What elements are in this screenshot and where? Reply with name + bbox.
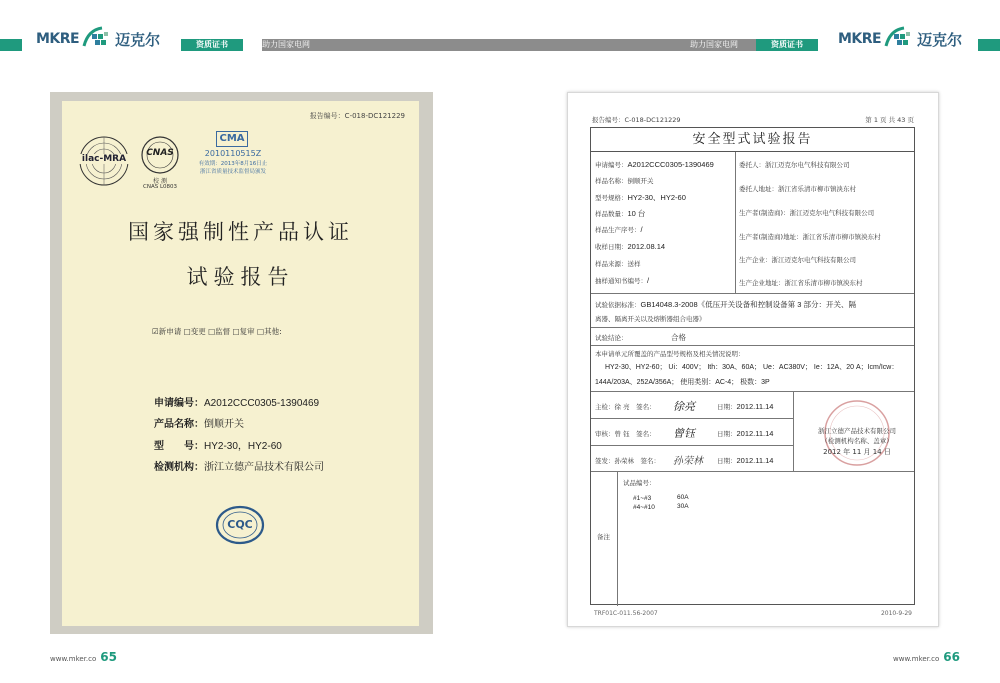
cnas-label: CNAS	[146, 148, 174, 158]
standard-line-2: 离器、隔离开关以及熔断器组合电器》	[595, 315, 706, 323]
ilac-label: ilac-MRA	[76, 154, 132, 164]
brand-en: MKRE	[838, 31, 882, 47]
spec-note: 本申请单元所覆盖的产品型号规格及相关情况说明：	[595, 350, 745, 358]
cqc-logo	[215, 505, 265, 545]
tag-right: 资质证书	[756, 39, 818, 51]
product-name-value: 倒顺开关	[204, 419, 244, 430]
signer-row-1: 审核：曾 钰 签名： 曾钰 日期：2012.11.14	[591, 419, 793, 446]
certificate-left	[50, 92, 433, 634]
left-field-6: 样品来源：送样	[595, 260, 641, 268]
slogan-left: 助力国家电网	[262, 40, 310, 49]
model-field	[154, 437, 282, 452]
cqc-label: CQC	[227, 518, 253, 531]
left-field-4: 样品生产序号：/	[595, 225, 643, 234]
form-code: TRF01C-011.56-2007	[594, 610, 658, 617]
signer-row-2: 签发：孙荣林 签名： 孙荣林 日期：2012.11.14	[591, 446, 914, 472]
slogan-right: 助力国家电网	[690, 40, 738, 49]
signer-row-0: 主检：徐 亮 签名： 徐亮 日期：2012.11.14	[591, 392, 793, 419]
application-number-field	[154, 394, 319, 409]
conclusion-label: 试验结论：	[595, 334, 628, 342]
official-seal	[807, 398, 907, 468]
standard-line-1: 试验依据标准：GB14048.3-2008《低压开关设备和控制设备第 3 部分：开关、隔	[595, 300, 856, 309]
right-field-1: 委托人地址：浙江省乐清市柳市镇泱东村	[739, 185, 856, 193]
seal-note: （检测机构名称、盖章）	[821, 437, 893, 445]
signature-1: 曾钰	[673, 427, 695, 440]
application-type-options: ☑新申请 □变更 □监督 □复审 □其他:	[152, 327, 282, 336]
footer-right	[893, 650, 960, 664]
certificate-title: 国家强制性产品认证	[128, 220, 353, 244]
brand-mark-icon	[82, 26, 112, 52]
model-label: 型 号：	[154, 441, 204, 452]
form-date: 2010-9-29	[880, 610, 912, 617]
cma-label: CMA	[216, 131, 248, 147]
testing-org-field	[154, 458, 324, 473]
left-field-5: 收样日期：2012.08.14	[595, 242, 666, 251]
brand-logo-right	[838, 24, 962, 54]
brand-mark-icon	[884, 26, 914, 52]
notes-label: 备注	[597, 533, 610, 541]
header-gray-bar	[262, 39, 756, 51]
report-number: 报告编号：C-018-DC121229	[309, 112, 405, 120]
brand-logo-left	[36, 24, 160, 54]
cnas-sub2: CNAS L0803	[142, 184, 178, 190]
report-frame	[590, 127, 915, 605]
certificate-paper	[62, 101, 419, 626]
info-block	[591, 152, 914, 294]
tag-left: 资质证书	[181, 39, 243, 51]
right-field-2: 生产者(制造商)：浙江迈克尔电气科技有限公司	[739, 209, 875, 217]
brand-en: MKRE	[36, 31, 80, 47]
testing-org-value: 浙江立德产品技术有限公司	[204, 462, 324, 473]
product-name-field	[154, 415, 244, 430]
footer-url-right: www.mker.co	[893, 655, 940, 663]
signature-2: 孙荣林	[673, 456, 703, 467]
brand-cn: 迈克尔	[115, 30, 161, 49]
model-value: HY2-30，HY2-60	[204, 441, 282, 452]
right-field-0: 委托人：浙江迈克尔电气科技有限公司	[739, 161, 850, 169]
cnas-logo	[132, 135, 188, 191]
footer-left	[50, 650, 117, 664]
left-field-1: 样品名称：倒顺开关	[595, 177, 654, 185]
page-number-left: 65	[100, 650, 117, 664]
certificate-right	[567, 92, 939, 627]
right-field-4: 生产企业：浙江迈克尔电气科技有限公司	[739, 256, 856, 264]
page-number-right: 66	[943, 650, 960, 664]
ilac-mra-logo	[76, 133, 132, 189]
seal-org: 浙江立德产品技术有限公司	[818, 427, 896, 435]
conclusion-row	[591, 328, 914, 346]
sample-row-0: #1~#3 60A	[633, 494, 689, 502]
report-title: 安全型式试验报告	[591, 128, 914, 152]
cma-issuer: 浙江省质量技术监督局颁发	[199, 169, 266, 175]
page-info: 第 1 页 共 43 页	[865, 116, 914, 124]
sample-number-label: 试品编号：	[623, 479, 656, 487]
footer-url-left: www.mker.co	[50, 655, 97, 663]
spec-row	[591, 346, 914, 392]
seal-date: 2012 年 11 月 14 日	[823, 448, 891, 456]
signature-0: 徐亮	[673, 400, 695, 413]
spec-line-2: 144A/203A、252A/356A； 使用类别：AC-4； 极数：3P	[595, 379, 770, 386]
right-field-3: 生产者(制造商)地址：浙江省乐清市柳市镇泱东村	[739, 233, 881, 241]
right-report-number: 报告编号：C-018-DC121229	[592, 116, 681, 124]
left-field-2: 型号规格：HY2-30、HY2-60	[595, 193, 686, 202]
product-name-label: 产品名称：	[154, 419, 204, 430]
cma-number: 2010110515Z	[204, 149, 262, 158]
header-accent-left	[0, 39, 22, 51]
application-number-value: A2012CCC0305-1390469	[204, 398, 320, 409]
right-field-5: 生产企业地址：浙江省乐清市柳市镇泱东村	[739, 279, 863, 287]
application-number-label: 申请编号：	[154, 398, 204, 409]
left-field-3: 样品数量：10 台	[595, 209, 646, 218]
left-field-7: 抽样通知书编号：/	[595, 276, 650, 285]
cma-stamp	[190, 131, 276, 181]
standard-row	[591, 294, 914, 328]
testing-org-label: 检测机构：	[154, 462, 204, 473]
brand-cn: 迈克尔	[917, 30, 963, 49]
conclusion-value: 合格	[671, 333, 686, 342]
left-field-0: 申请编号：A2012CCC0305-1390469	[595, 160, 714, 169]
sample-row-1: #4~#10 30A	[633, 503, 689, 511]
spec-line-1: HY2-30、HY2-60； Ui：400V； Ith：30A、60A； Ue：AC380V； Ie：12A、20 A；Icm/Icw：	[605, 364, 899, 371]
header-accent-right	[978, 39, 1000, 51]
certificate-subtitle: 试验报告	[186, 265, 295, 289]
cnas-sub1: 校 测	[153, 178, 167, 185]
cma-validity: 有效期：2013年8月16日止	[198, 161, 268, 167]
